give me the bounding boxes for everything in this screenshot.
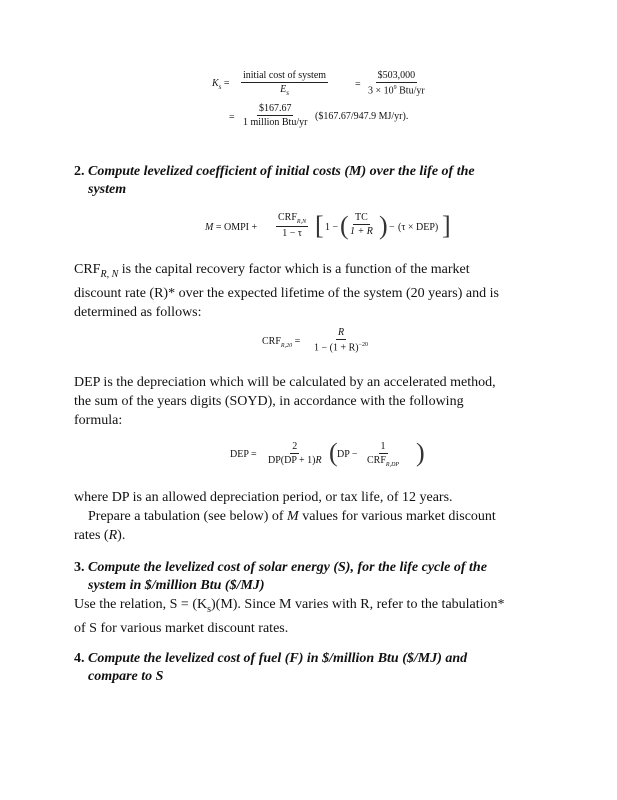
m-equation [205,210,465,250]
crf-eq-fraction: $\frac{R}{1 - (1 + R)^{-20}}$ [314,327,368,354]
section-3-title-line2: system in $/million Btu ($/MJ) [88,578,265,593]
where-paragraph [74,488,546,545]
m-crf-fraction: $CRF_{R,N}$ 1 − τ [278,212,307,239]
crf-paragraph-line2: discount rate (R)* over the expected lifetime of the system (20 years) and is [74,285,499,301]
section-2-title-line1: Compute levelized coefficient of initial costs (M) over the life of the [88,164,475,179]
dep-paragraph [74,373,546,430]
section-4-title-line1: Compute the levelized cost of fuel (F) in $/million Btu ($/MJ) and [88,651,468,666]
m-lhs: M = OMPI + [205,222,258,233]
crf-equation [262,328,392,360]
ks-fraction-1: initial cost of system $E_s$ [243,70,327,97]
crf-eq-lhs: $CRF_{R,20}$ = [262,336,301,349]
ks-lhs: $K_s$ = [212,78,230,91]
where-paragraph-line1: where DP is an allowed depreciation period, or tax life, of 12 years. [74,490,453,505]
section-2-heading [74,163,546,199]
section-2-number: 2. [74,164,85,179]
dep-equation [230,437,430,477]
where-paragraph-line3: rates (R). [74,528,126,543]
ks-eq-2: = [355,79,361,90]
crf-paragraph-line1: $CRF_{R, N}$ is the capital recovery factor which is a function of the market [74,262,470,280]
dep-paragraph-line1: DEP is the depreciation which will be calculated by an accelerated method, [74,375,496,390]
dep-left-paren: ( [329,438,338,467]
dep-paragraph-line2: the sum of the years digits (SOYD), in accordance with the following [74,394,464,409]
section-3-number: 3. [74,560,85,575]
section-4-heading [74,650,546,686]
section-3-heading [74,559,546,595]
crf-paragraph [74,260,546,322]
ks-eq-3: = [229,112,235,123]
ks-fraction-3: $167.67 1 million Btu/yr [243,103,308,128]
m-tc-fraction: $\frac{TC}{1 + R}$ [350,212,373,237]
crf-paragraph-line3: determined as follows: [74,304,202,320]
dep-eq-fraction: $\frac{2}{DP(DP + 1)R}$ [268,441,322,466]
dep-dp-minus: DP − [337,449,358,460]
m-minus: − [389,222,395,233]
m-one-minus: 1 − [325,222,339,233]
dep-inner-fraction: 1 $CRF_{R,DP}$ [367,441,400,468]
where-paragraph-line2: Prepare a tabulation (see below) of M values for various market discount [88,509,496,524]
section-2-title-line2: system [88,182,127,197]
section-4-title-line2: compare to S [88,669,164,684]
m-left-bracket: [ [315,211,324,240]
ks-equation [212,70,452,140]
m-tau-dep: (τ × DEP) [398,222,439,233]
dep-right-paren: ) [416,438,425,467]
section-4-number: 4. [74,651,85,666]
m-left-paren: ( [340,211,349,240]
section-3-title-line1: Compute the levelized cost of solar energy (S), for the life cycle of the [88,560,487,575]
dep-eq-lhs: DEP = [230,449,257,460]
m-right-bracket: ] [442,211,451,240]
ks-parenthetical: ($167.67/947.9 MJ/yr). [315,111,409,122]
ks-fraction-2: $503,000 $3 \times 10^9$ Btu/yr [368,70,425,97]
dep-paragraph-line3: formula: [74,413,123,428]
m-right-paren: ) [379,211,388,240]
section-3-body [74,595,546,638]
section-3-body-line2: of S for various market discount rates. [74,620,289,636]
section-3-body-line1: Use the relation, $S = (K_s)(M)$. Since M varies with R, refer to the tabulation* [74,597,505,615]
